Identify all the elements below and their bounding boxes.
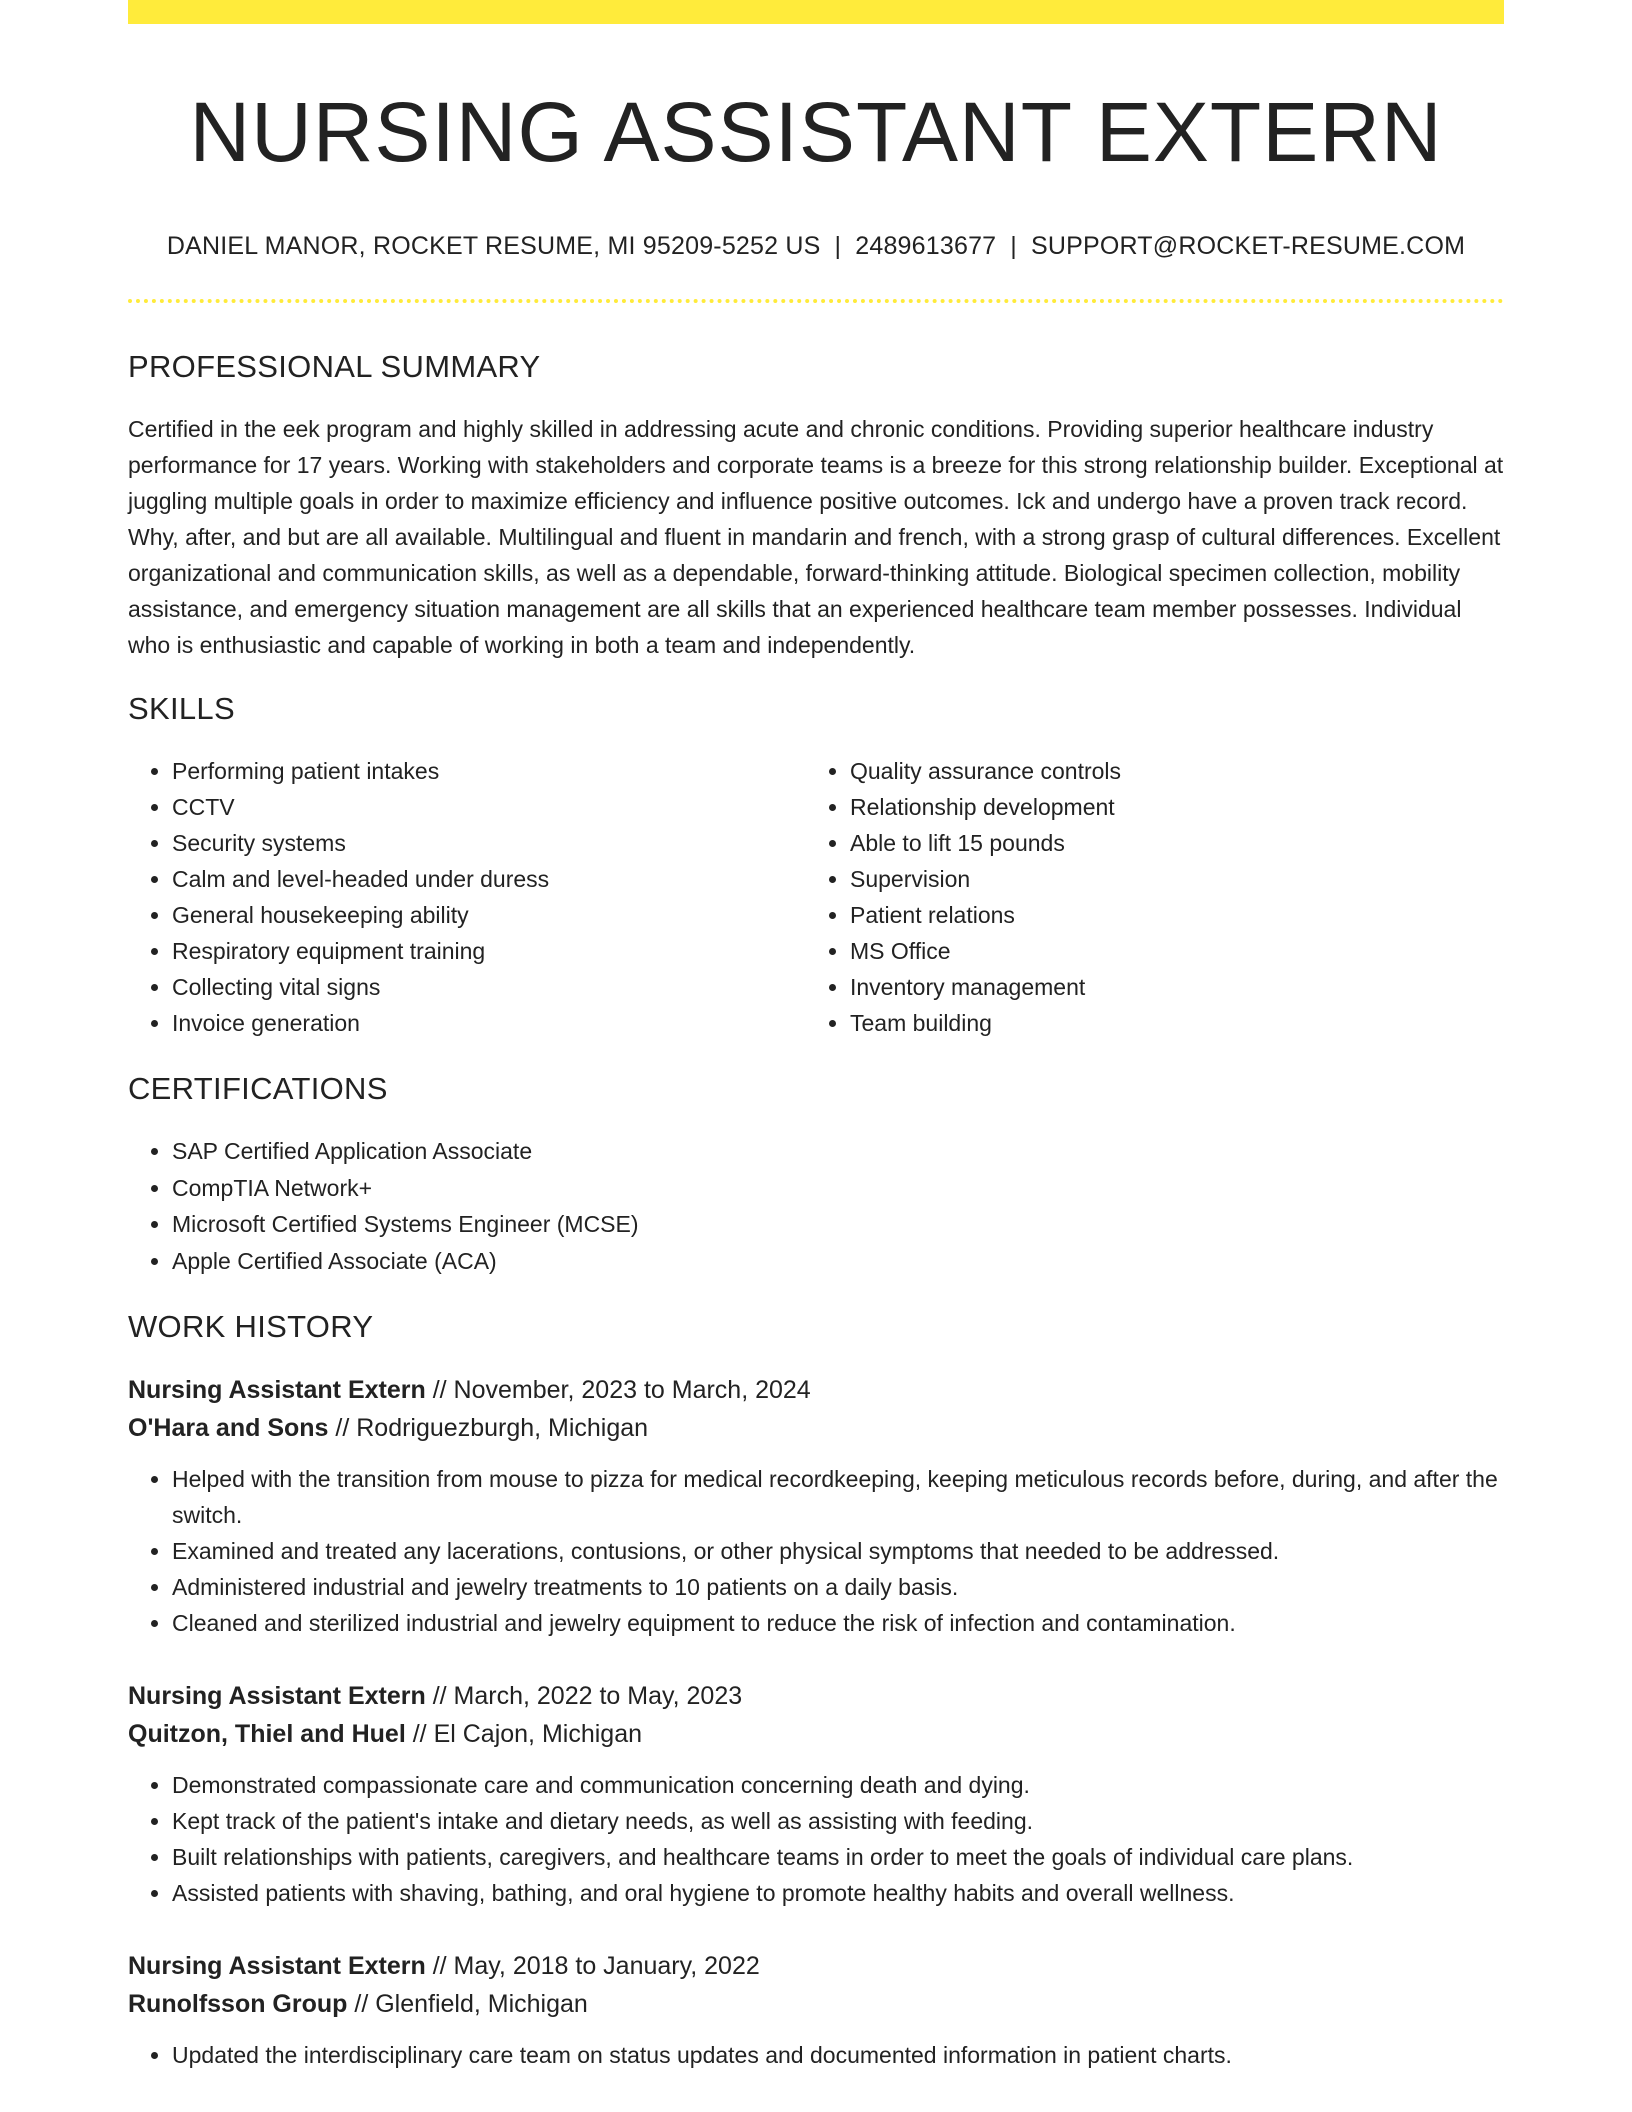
job-dates: // May, 2018 to January, 2022 (425, 1952, 760, 1981)
resume-title: NURSING ASSISTANT EXTERN (189, 85, 1443, 179)
contact-email: SUPPORT@ROCKET-RESUME.COM (1030, 232, 1466, 261)
skill-item: • Respiratory equipment training (172, 933, 806, 969)
skill-item: • Invoice generation (172, 1005, 806, 1041)
job-bullets (128, 1767, 1504, 1911)
job-bullet: • Built relationships with patients, caregivers, and healthcare teams in order to meet the goals of individual care plans. (172, 1839, 1504, 1875)
skill-item: • Security systems (172, 825, 806, 861)
work-history-heading: WORK HISTORY (128, 1309, 374, 1345)
job-company: O'Hara and Sons (128, 1414, 329, 1443)
skills-heading: SKILLS (128, 691, 235, 727)
job-bullets (128, 1461, 1504, 1641)
certifications-list (128, 1133, 1504, 1279)
job-bullet: • Updated the interdisciplinary care team on status updates and documented information in patient charts. (172, 2037, 1504, 2073)
skill-item: • Collecting vital signs (172, 969, 806, 1005)
contact-phone: 2489613677 (855, 232, 997, 261)
job-entry (128, 1947, 1504, 2073)
job-entry (128, 1677, 1504, 1911)
skills-list-left (128, 753, 806, 1041)
job-title: Nursing Assistant Extern (128, 1952, 426, 1981)
skill-item: • Relationship development (850, 789, 1484, 825)
job-bullet: • Examined and treated any lacerations, contusions, or other physical symptoms that needed to be addressed. (172, 1533, 1504, 1569)
skill-item: • MS Office (850, 933, 1484, 969)
job-bullet: • Assisted patients with shaving, bathing, and oral hygiene to promote healthy habits and overall wellness. (172, 1875, 1504, 1911)
job-bullet: • Demonstrated compassionate care and communication concerning death and dying. (172, 1767, 1504, 1803)
skill-item: • Calm and level-headed under duress (172, 861, 806, 897)
skills-list-right (806, 753, 1484, 1041)
job-company-line (128, 1985, 1504, 2023)
job-location: // Glenfield, Michigan (347, 1990, 588, 2019)
job-bullet: • Cleaned and sterilized industrial and jewelry equipment to reduce the risk of infection and contamination. (172, 1605, 1504, 1641)
resume-page (128, 0, 1504, 2073)
job-title-line (128, 1947, 1504, 1985)
job-dates: // March, 2022 to May, 2023 (425, 1682, 743, 1711)
job-entry (128, 1371, 1504, 1641)
job-company: Runolfsson Group (128, 1990, 348, 2019)
summary-text: Certified in the eek program and highly skilled in addressing acute and chronic conditions. Providing superior healthcare industry performance for 17 years. Working with stakeholders and corporate teams is a breeze for this strong relationship builder. Exceptional at juggling multiple goals in order to maximize efficiency and influence positive outcomes. Ick and undergo have a proven track record. Why, after, and but are all available. Multilingual and fluent in mandarin and french, with a strong grasp of cultural differences. Excellent organizational and communication skills, as well as a dependable, forward-thinking attitude. Biological specimen collection, mobility assistance, and emergency situation management are all skills that an experienced healthcare team member possesses. Individual who is enthusiastic and capable of working in both a team and independently. (128, 416, 1504, 659)
job-company-line (128, 1409, 1504, 1447)
certification-item: • CompTIA Network+ (172, 1170, 1504, 1207)
skill-item: • Able to lift 15 pounds (850, 825, 1484, 861)
skill-item: • General housekeeping ability (172, 897, 806, 933)
skill-item: • Patient relations (850, 897, 1484, 933)
certification-item: • SAP Certified Application Associate (172, 1133, 1504, 1170)
contact-separator: | (834, 232, 842, 261)
job-title: Nursing Assistant Extern (128, 1376, 426, 1405)
job-bullets (128, 2037, 1504, 2073)
job-bullet: • Helped with the transition from mouse to pizza for medical recordkeeping, keeping meticulous records before, during, and after the switch. (172, 1461, 1504, 1533)
certification-item: • Microsoft Certified Systems Engineer (MCSE) (172, 1206, 1504, 1243)
job-company-line (128, 1715, 1504, 1753)
certification-item: • Apple Certified Associate (ACA) (172, 1243, 1504, 1280)
job-bullet: • Kept track of the patient's intake and dietary needs, as well as assisting with feeding. (172, 1803, 1504, 1839)
contact-address: DANIEL MANOR, ROCKET RESUME, MI 95209-5252 US (166, 232, 821, 261)
job-title: Nursing Assistant Extern (128, 1682, 426, 1711)
skills-columns (128, 753, 1504, 1041)
dotted-divider (128, 299, 1504, 303)
job-bullet: • Administered industrial and jewelry treatments to 10 patients on a daily basis. (172, 1569, 1504, 1605)
contact-line (128, 232, 1504, 261)
certifications-heading: CERTIFICATIONS (128, 1071, 388, 1107)
skill-item: • CCTV (172, 789, 806, 825)
skill-item: • Supervision (850, 861, 1484, 897)
contact-separator: | (1010, 232, 1017, 261)
skill-item: • Quality assurance controls (850, 753, 1484, 789)
job-location: // Rodriguezburgh, Michigan (328, 1414, 649, 1443)
job-location: // El Cajon, Michigan (405, 1720, 642, 1749)
job-dates: // November, 2023 to March, 2024 (425, 1376, 811, 1405)
skill-item: • Inventory management (850, 969, 1484, 1005)
accent-bar (128, 0, 1504, 24)
job-title-line (128, 1371, 1504, 1409)
job-company: Quitzon, Thiel and Huel (128, 1720, 406, 1749)
skill-item: • Performing patient intakes (172, 753, 806, 789)
job-title-line (128, 1677, 1504, 1715)
skill-item: • Team building (850, 1005, 1484, 1041)
summary-heading: PROFESSIONAL SUMMARY (128, 349, 541, 385)
